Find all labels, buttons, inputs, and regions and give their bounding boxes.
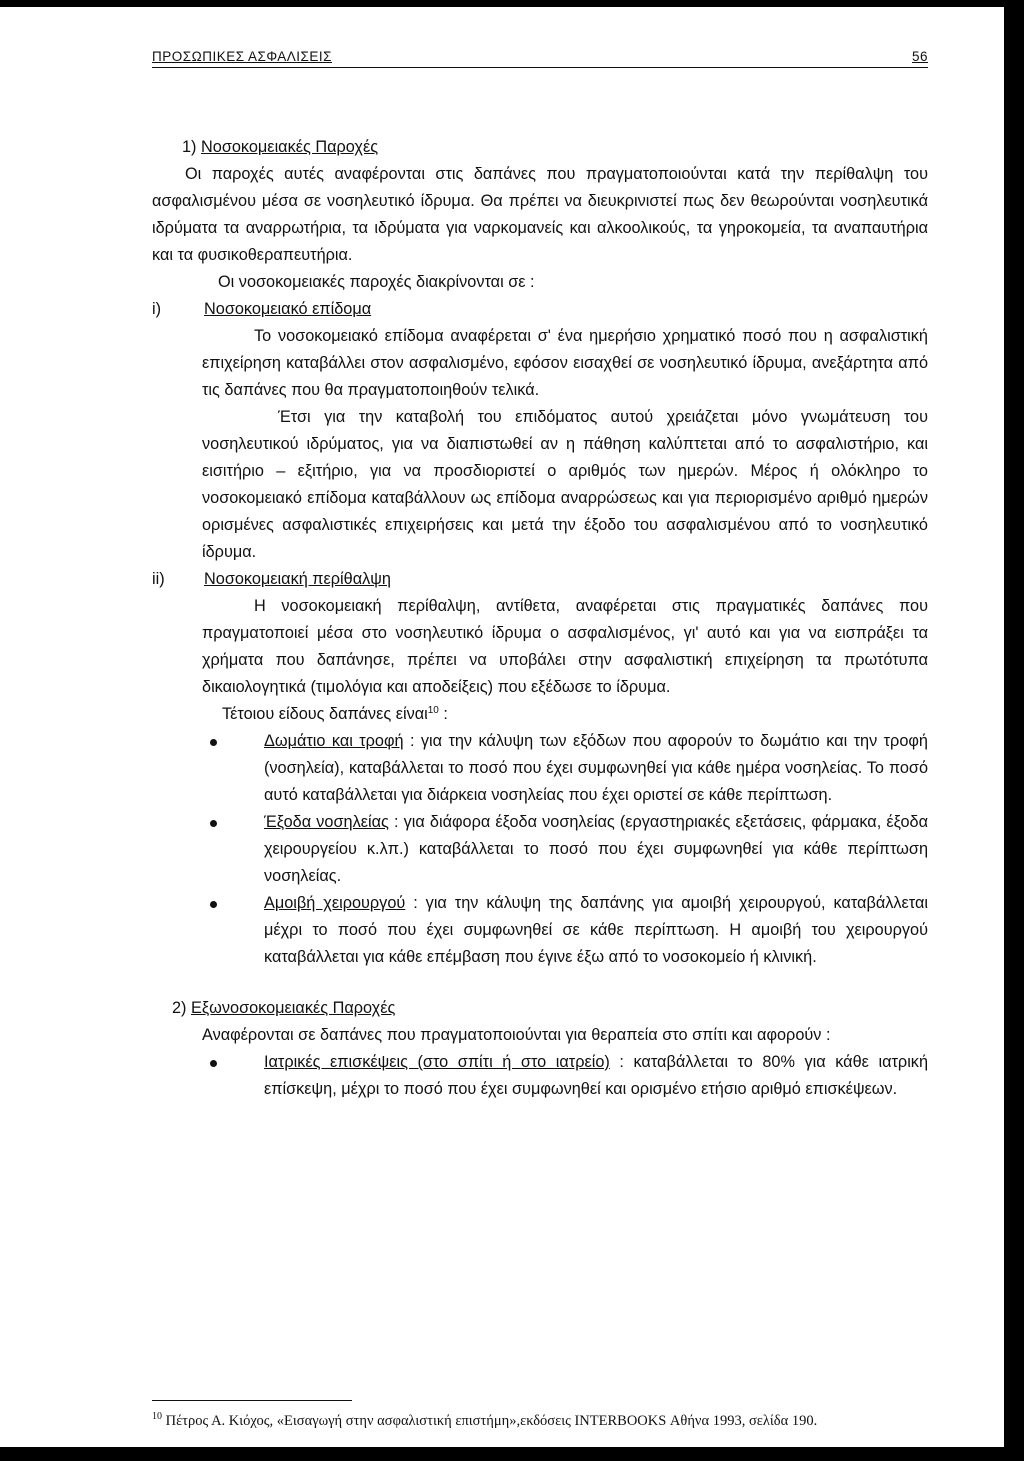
section-2-heading bbox=[152, 995, 928, 1022]
list-item bbox=[202, 728, 928, 809]
subsection-i-body bbox=[202, 323, 928, 566]
section-1-lead: Οι νοσοκομειακές παροχές διακρίνονται σε : bbox=[218, 273, 535, 291]
bullet-text: : για την κάλυψη της δαπάνης για αμοιβή χειρουργού, καταβάλλεται μέχρι το ποσό που έχει συμφωνηθεί σε κάθε περίπτωση. Η αμοιβή του χειρουργού καταβάλλεται για κάθε επέμβαση που έγινε έξω από το νοσοκομείο ή κλινική. bbox=[264, 894, 929, 966]
list-item bbox=[202, 890, 928, 971]
bullet-term: Ιατρικές επισκέψεις (στο σπίτι ή στο ιατρείο) bbox=[264, 1053, 610, 1071]
subsection-ii-paragraph-1: Η νοσοκομειακή περίθαλψη, αντίθετα, αναφέρεται στις πραγματικές δαπάνες που πραγματοποιεί μέσα στο νοσηλευτικό ίδρυμα ο ασφαλισμένος, γι' αυτό και για να εισπράξει τα χρήματα που δαπάνησε, πρέπει να υποβάλει στην ασφαλιστική επιχείρηση τα πρωτότυπα δικαιολογητικά (τιμολόγια και αποδείξεις) που εξέδωσε το ίδρυμα. bbox=[202, 597, 928, 696]
footnote-reference[interactable]: 10 bbox=[427, 705, 439, 716]
expenses-lead-text: Τέτοιου είδους δαπάνες είναι bbox=[222, 705, 428, 723]
expenses-list bbox=[152, 728, 928, 971]
subsection-ii-heading bbox=[152, 566, 928, 593]
header-title: ΠΡΟΣΩΠΙΚΕΣ ΑΣΦΑΛΙΣΕΙΣ bbox=[152, 49, 333, 64]
footnote bbox=[152, 1409, 928, 1433]
subsection-i-paragraph-2: Έτσι για την καταβολή του επιδόματος αυτού χρειάζεται μόνο γνωμάτευση του νοσηλευτικού ιδρύματος, για να διαπιστωθεί αν η πάθηση καλύπτεται από το ασφαλιστήριο, και εισιτήριο – εξιτήριο, για να προσδιοριστεί ο αριθμός των ημερών. Μέρος ή ολόκληρο το νοσοκομειακό επίδομα καταβάλλουν ως επίδομα αναρρώσεως και για περιορισμένο αριθμό ημερών ορισμένες ασφαλιστικές επιχειρήσεις και μετά την έξοδο του ασφαλισμένου από το νοσηλευτικό ίδρυμα. bbox=[202, 408, 928, 561]
section-1 bbox=[152, 134, 928, 971]
section-1-intro: Οι παροχές αυτές αναφέρονται στις δαπάνες που πραγματοποιούνται κατά την περίθαλψη του ασφαλισμένου μέσα σε νοσηλευτικό ίδρυμα. Θα πρέπει να διευκρινιστεί πως δεν θεωρούνται νοσηλευτικά ιδρύματα τα αναρρωτήρια, τα ιδρύματα για ναρκομανείς και αλκοολικούς, τα γηροκομεία, τα αναπαυτήρια και τα φυσικοθεραπευτήρια. bbox=[152, 165, 928, 264]
running-header bbox=[152, 47, 928, 68]
subsection-i-title: Νοσοκομειακό επίδομα bbox=[204, 300, 372, 318]
section-2-title: Εξωνοσοκομειακές Παροχές bbox=[191, 999, 396, 1017]
subsection-i-heading bbox=[152, 296, 928, 323]
expenses-lead-colon: : bbox=[438, 705, 448, 723]
bullet-text: : καταβάλλεται το 80% για κάθε ιατρική επίσκεψη, μέχρι το ποσό που έχει συμφωνηθεί και ορισμένο ετήσιο αριθμό επισκέψεων. bbox=[264, 1053, 929, 1098]
footnote-marker: 10 bbox=[152, 1411, 162, 1422]
list-item bbox=[202, 809, 928, 890]
footnote-divider bbox=[152, 1400, 352, 1401]
section-1-heading bbox=[152, 134, 928, 161]
subsection-i-number: i) bbox=[152, 300, 162, 318]
subsection-ii-paragraph-2 bbox=[202, 701, 928, 728]
bullet-term: Έξοδα νοσηλείας bbox=[264, 813, 389, 831]
subsection-ii-title: Νοσοκομειακή περίθαλψη bbox=[204, 570, 391, 588]
bullet-text: : για διάφορα έξοδα νοσηλείας (εργαστηριακές εξετάσεις, φάρμακα, έξοδα χειρουργείου κ.λπ.) καταβάλλεται το ποσό που έχει συμφωνηθεί για κάθε περίπτωση νοσηλείας. bbox=[264, 813, 928, 885]
subsection-ii-body bbox=[202, 593, 928, 728]
section-2-intro: Αναφέρονται σε δαπάνες που πραγματοποιούνται για θεραπεία στο σπίτι και αφορούν : bbox=[202, 1026, 831, 1044]
bullet-text: : για την κάλυψη των εξόδων που αφορούν το δωμάτιο και την τροφή (νοσηλεία), καταβάλλεται το ποσό που έχει συμφωνηθεί για κάθε ημέρα νοσηλείας. Το ποσό αυτό καταβάλλεται για διάρκεια νοσηλείας που έχει οριστεί σε κάθε περίπτωση. bbox=[264, 732, 928, 804]
section-2 bbox=[152, 995, 928, 1103]
bullet-term: Αμοιβή χειρουργού bbox=[264, 894, 406, 912]
section-2-number: 2) bbox=[172, 999, 187, 1017]
footnote-text: Πέτρος Α. Κιόχος, «Εισαγωγή στην ασφαλιστική επιστήμη»,εκδόσεις INTERBOOKS Αθήνα 1993, σελίδα 190. bbox=[162, 1413, 818, 1429]
subsection-ii-number: ii) bbox=[152, 570, 165, 588]
outpatient-list bbox=[152, 1049, 928, 1103]
section-1-title: Νοσοκομειακές Παροχές bbox=[201, 138, 379, 156]
bullet-term: Δωμάτιο και τροφή bbox=[264, 732, 404, 750]
document-page bbox=[0, 7, 1004, 1447]
page-number: 56 bbox=[911, 49, 928, 64]
list-item bbox=[202, 1049, 928, 1103]
subsection-i-paragraph-1: Το νοσοκομειακό επίδομα αναφέρεται σ' ένα ημερήσιο χρηματικό ποσό που η ασφαλιστική επιχείρηση καταβάλλει στον ασφαλισμένο, εφόσον εισαχθεί σε νοσηλευτικό ίδρυμα, ανεξάρτητα από τις δαπάνες που θα πραγματοποιηθούν τελικά. bbox=[202, 327, 928, 399]
body-text bbox=[152, 134, 928, 1103]
section-1-number: 1) bbox=[182, 138, 197, 156]
